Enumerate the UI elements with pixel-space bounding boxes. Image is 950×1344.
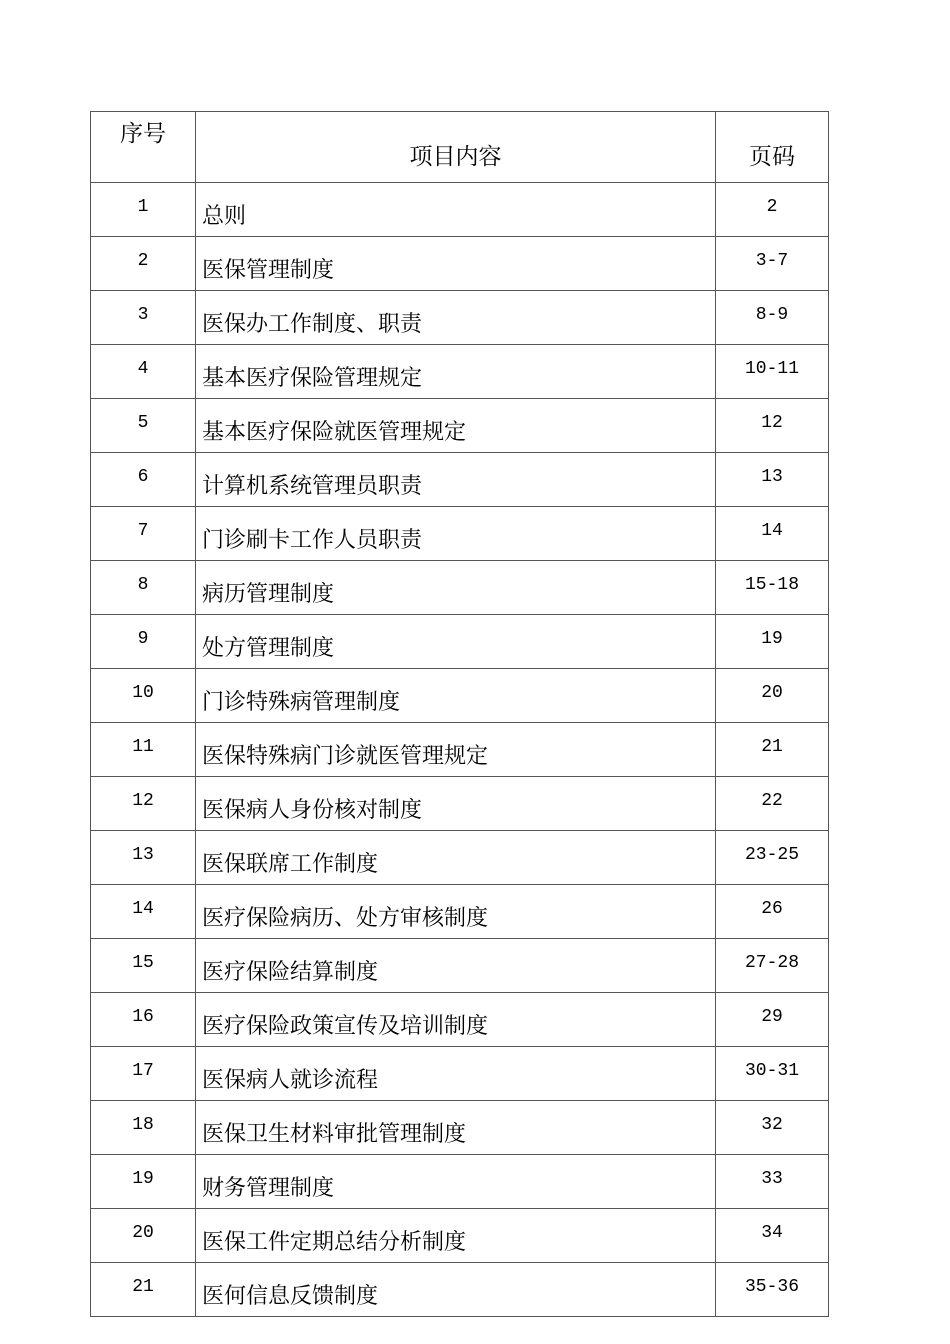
row-title: 病历管理制度 (196, 561, 716, 615)
row-page: 21 (716, 723, 829, 777)
table-row (91, 993, 829, 1047)
table-row (91, 453, 829, 507)
row-title: 处方管理制度 (196, 615, 716, 669)
row-page: 15-18 (716, 561, 829, 615)
row-number: 7 (91, 507, 196, 561)
row-page: 27-28 (716, 939, 829, 993)
row-number: 15 (91, 939, 196, 993)
row-title: 门诊特殊病管理制度 (196, 669, 716, 723)
row-title: 基本医疗保险管理规定 (196, 345, 716, 399)
row-title: 医保特殊病门诊就医管理规定 (196, 723, 716, 777)
row-page: 10-11 (716, 345, 829, 399)
row-number: 16 (91, 993, 196, 1047)
row-title: 医保管理制度 (196, 237, 716, 291)
row-page: 30-31 (716, 1047, 829, 1101)
table-row (91, 1047, 829, 1101)
row-number: 20 (91, 1209, 196, 1263)
row-number: 12 (91, 777, 196, 831)
row-number: 3 (91, 291, 196, 345)
table-row (91, 885, 829, 939)
table-row (91, 831, 829, 885)
row-title: 医保病人就诊流程 (196, 1047, 716, 1101)
row-page: 26 (716, 885, 829, 939)
row-number: 13 (91, 831, 196, 885)
row-title: 医保卫生材料审批管理制度 (196, 1101, 716, 1155)
table-row (91, 561, 829, 615)
row-title: 医疗保险结算制度 (196, 939, 716, 993)
row-number: 5 (91, 399, 196, 453)
row-page: 2 (716, 183, 829, 237)
row-number: 21 (91, 1263, 196, 1317)
row-page: 8-9 (716, 291, 829, 345)
table-row (91, 183, 829, 237)
row-page: 12 (716, 399, 829, 453)
table-row (91, 399, 829, 453)
row-page: 35-36 (716, 1263, 829, 1317)
table-row (91, 615, 829, 669)
table-row (91, 777, 829, 831)
row-page: 33 (716, 1155, 829, 1209)
header-number: 序号 (91, 112, 196, 183)
table-row (91, 669, 829, 723)
row-page: 14 (716, 507, 829, 561)
row-page: 22 (716, 777, 829, 831)
row-title: 医疗保险病历、处方审核制度 (196, 885, 716, 939)
row-page: 20 (716, 669, 829, 723)
row-number: 4 (91, 345, 196, 399)
row-page: 23-25 (716, 831, 829, 885)
table-row (91, 291, 829, 345)
row-title: 医何信息反馈制度 (196, 1263, 716, 1317)
table-row (91, 939, 829, 993)
row-page: 19 (716, 615, 829, 669)
row-number: 11 (91, 723, 196, 777)
row-number: 8 (91, 561, 196, 615)
row-title: 计算机系统管理员职责 (196, 453, 716, 507)
row-page: 3-7 (716, 237, 829, 291)
row-number: 19 (91, 1155, 196, 1209)
row-number: 1 (91, 183, 196, 237)
table-row (91, 237, 829, 291)
row-number: 6 (91, 453, 196, 507)
row-title: 医保工件定期总结分析制度 (196, 1209, 716, 1263)
row-title: 医疗保险政策宣传及培训制度 (196, 993, 716, 1047)
table-row (91, 723, 829, 777)
table-row (91, 507, 829, 561)
row-title: 医保办工作制度、职责 (196, 291, 716, 345)
toc-table (90, 111, 829, 1317)
row-number: 14 (91, 885, 196, 939)
table-row (91, 1155, 829, 1209)
table-row (91, 1209, 829, 1263)
header-title: 项目内容 (196, 112, 716, 183)
row-number: 17 (91, 1047, 196, 1101)
row-title: 门诊刷卡工作人员职责 (196, 507, 716, 561)
header-page: 页码 (716, 112, 829, 183)
row-number: 2 (91, 237, 196, 291)
row-page: 29 (716, 993, 829, 1047)
row-title: 基本医疗保险就医管理规定 (196, 399, 716, 453)
row-page: 13 (716, 453, 829, 507)
row-page: 34 (716, 1209, 829, 1263)
row-number: 10 (91, 669, 196, 723)
row-number: 9 (91, 615, 196, 669)
row-title: 医保联席工作制度 (196, 831, 716, 885)
row-title: 总则 (196, 183, 716, 237)
table-row (91, 1263, 829, 1317)
row-number: 18 (91, 1101, 196, 1155)
table-row (91, 1101, 829, 1155)
toc-header-row (91, 112, 829, 183)
row-page: 32 (716, 1101, 829, 1155)
row-title: 财务管理制度 (196, 1155, 716, 1209)
table-row (91, 345, 829, 399)
row-title: 医保病人身份核对制度 (196, 777, 716, 831)
